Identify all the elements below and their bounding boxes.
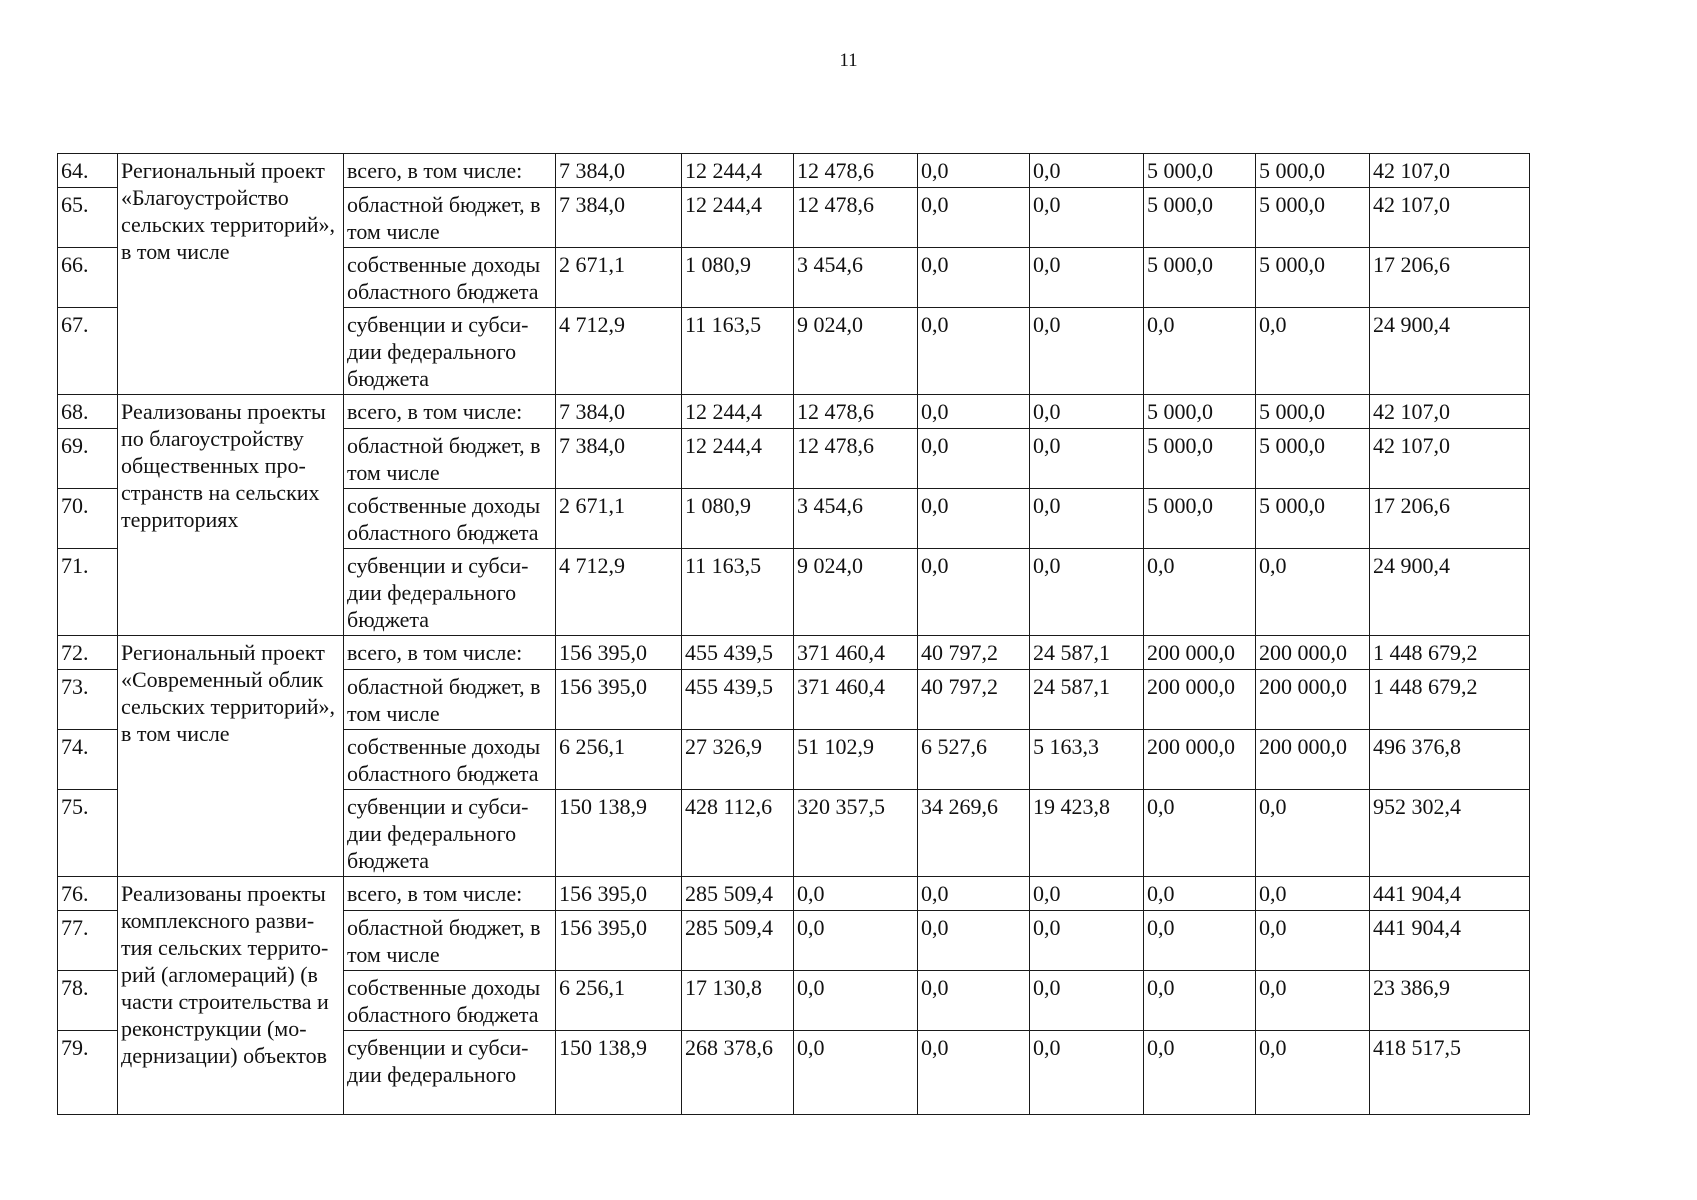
year-value-cell: 34 269,6 — [918, 790, 1030, 877]
year-value-cell: 3 454,6 — [794, 248, 918, 308]
total-value-cell: 24 900,4 — [1370, 549, 1530, 636]
year-value-cell: 200 000,0 — [1256, 636, 1370, 670]
year-value-cell: 12 478,6 — [794, 429, 918, 489]
year-value-cell: 12 244,4 — [682, 154, 794, 188]
year-value-cell: 200 000,0 — [1256, 670, 1370, 730]
year-value-cell: 5 000,0 — [1144, 395, 1256, 429]
funding-source-label: субвенции и субси-дии федерального бюджета — [344, 549, 556, 636]
year-value-cell: 0,0 — [794, 877, 918, 911]
row-number: 71. — [58, 549, 118, 636]
funding-source-label: субвенции и субси-дии федерального бюджета — [344, 790, 556, 877]
year-value-cell: 5 000,0 — [1144, 429, 1256, 489]
row-number: 76. — [58, 877, 118, 911]
funding-source-label: областной бюджет, в том числе — [344, 188, 556, 248]
year-value-cell: 11 163,5 — [682, 308, 794, 395]
year-value-cell: 0,0 — [918, 877, 1030, 911]
year-value-cell: 17 130,8 — [682, 971, 794, 1031]
row-number: 68. — [58, 395, 118, 429]
funding-source-label: всего, в том числе: — [344, 395, 556, 429]
year-value-cell: 200 000,0 — [1144, 730, 1256, 790]
year-value-cell: 455 439,5 — [682, 636, 794, 670]
budget-table — [57, 153, 1530, 1115]
year-value-cell: 0,0 — [1256, 1031, 1370, 1115]
year-value-cell: 0,0 — [1256, 877, 1370, 911]
year-value-cell: 11 163,5 — [682, 549, 794, 636]
year-value-cell: 0,0 — [918, 911, 1030, 971]
year-value-cell: 12 244,4 — [682, 429, 794, 489]
year-value-cell: 12 478,6 — [794, 395, 918, 429]
row-number: 65. — [58, 188, 118, 248]
row-number: 78. — [58, 971, 118, 1031]
total-value-cell: 17 206,6 — [1370, 248, 1530, 308]
year-value-cell: 0,0 — [1144, 308, 1256, 395]
year-value-cell: 0,0 — [918, 308, 1030, 395]
year-value-cell: 0,0 — [918, 154, 1030, 188]
year-value-cell: 200 000,0 — [1256, 730, 1370, 790]
year-value-cell: 156 395,0 — [556, 636, 682, 670]
year-value-cell: 7 384,0 — [556, 395, 682, 429]
row-number: 69. — [58, 429, 118, 489]
year-value-cell: 7 384,0 — [556, 429, 682, 489]
year-value-cell: 200 000,0 — [1144, 670, 1256, 730]
year-value-cell: 27 326,9 — [682, 730, 794, 790]
total-value-cell: 42 107,0 — [1370, 429, 1530, 489]
total-value-cell: 952 302,4 — [1370, 790, 1530, 877]
table-row — [58, 395, 1530, 429]
year-value-cell: 156 395,0 — [556, 911, 682, 971]
total-value-cell: 441 904,4 — [1370, 877, 1530, 911]
year-value-cell: 6 256,1 — [556, 971, 682, 1031]
year-value-cell: 0,0 — [918, 188, 1030, 248]
year-value-cell: 1 080,9 — [682, 248, 794, 308]
year-value-cell: 0,0 — [1256, 308, 1370, 395]
year-value-cell: 0,0 — [1030, 911, 1144, 971]
total-value-cell: 23 386,9 — [1370, 971, 1530, 1031]
year-value-cell: 268 378,6 — [682, 1031, 794, 1115]
year-value-cell: 371 460,4 — [794, 636, 918, 670]
row-number: 79. — [58, 1031, 118, 1115]
year-value-cell: 0,0 — [918, 489, 1030, 549]
year-value-cell: 40 797,2 — [918, 670, 1030, 730]
year-value-cell: 5 000,0 — [1256, 248, 1370, 308]
total-value-cell: 42 107,0 — [1370, 395, 1530, 429]
year-value-cell: 156 395,0 — [556, 877, 682, 911]
year-value-cell: 0,0 — [794, 971, 918, 1031]
funding-source-label: собственные доходы областного бюджета — [344, 730, 556, 790]
year-value-cell: 0,0 — [918, 395, 1030, 429]
table-row — [58, 154, 1530, 188]
year-value-cell: 1 080,9 — [682, 489, 794, 549]
year-value-cell: 0,0 — [1256, 911, 1370, 971]
row-number: 66. — [58, 248, 118, 308]
year-value-cell: 5 163,3 — [1030, 730, 1144, 790]
year-value-cell: 5 000,0 — [1144, 154, 1256, 188]
year-value-cell: 5 000,0 — [1144, 489, 1256, 549]
year-value-cell: 6 527,6 — [918, 730, 1030, 790]
year-value-cell: 0,0 — [794, 911, 918, 971]
row-number: 73. — [58, 670, 118, 730]
total-value-cell: 496 376,8 — [1370, 730, 1530, 790]
year-value-cell: 150 138,9 — [556, 790, 682, 877]
year-value-cell: 0,0 — [1256, 790, 1370, 877]
year-value-cell: 0,0 — [1144, 790, 1256, 877]
table-row — [58, 877, 1530, 911]
page-number: 11 — [839, 50, 858, 71]
year-value-cell: 9 024,0 — [794, 308, 918, 395]
year-value-cell: 12 244,4 — [682, 395, 794, 429]
block-title: Региональный проект «Современный облик сельских территорий», в том числе — [118, 636, 344, 877]
funding-source-label: всего, в том числе: — [344, 636, 556, 670]
year-value-cell: 320 357,5 — [794, 790, 918, 877]
year-value-cell: 51 102,9 — [794, 730, 918, 790]
year-value-cell: 0,0 — [1144, 1031, 1256, 1115]
total-value-cell: 1 448 679,2 — [1370, 636, 1530, 670]
total-value-cell: 418 517,5 — [1370, 1031, 1530, 1115]
year-value-cell: 285 509,4 — [682, 877, 794, 911]
year-value-cell: 5 000,0 — [1256, 395, 1370, 429]
year-value-cell: 19 423,8 — [1030, 790, 1144, 877]
year-value-cell: 4 712,9 — [556, 549, 682, 636]
funding-source-label: собственные доходы областного бюджета — [344, 248, 556, 308]
funding-source-label: субвенции и субси-дии федерального — [344, 1031, 556, 1115]
row-number: 77. — [58, 911, 118, 971]
year-value-cell: 7 384,0 — [556, 154, 682, 188]
year-value-cell: 12 478,6 — [794, 154, 918, 188]
year-value-cell: 156 395,0 — [556, 670, 682, 730]
year-value-cell: 2 671,1 — [556, 248, 682, 308]
table-row — [58, 636, 1530, 670]
year-value-cell: 200 000,0 — [1144, 636, 1256, 670]
year-value-cell: 5 000,0 — [1144, 188, 1256, 248]
year-value-cell: 0,0 — [1030, 971, 1144, 1031]
year-value-cell: 285 509,4 — [682, 911, 794, 971]
year-value-cell: 0,0 — [1030, 549, 1144, 636]
year-value-cell: 0,0 — [794, 1031, 918, 1115]
year-value-cell: 150 138,9 — [556, 1031, 682, 1115]
row-number: 67. — [58, 308, 118, 395]
funding-source-label: собственные доходы областного бюджета — [344, 971, 556, 1031]
year-value-cell: 0,0 — [918, 1031, 1030, 1115]
year-value-cell: 24 587,1 — [1030, 670, 1144, 730]
year-value-cell: 0,0 — [1144, 911, 1256, 971]
row-number: 72. — [58, 636, 118, 670]
year-value-cell: 0,0 — [1030, 154, 1144, 188]
year-value-cell: 0,0 — [918, 971, 1030, 1031]
year-value-cell: 2 671,1 — [556, 489, 682, 549]
year-value-cell: 0,0 — [918, 248, 1030, 308]
year-value-cell: 0,0 — [1030, 188, 1144, 248]
funding-source-label: всего, в том числе: — [344, 877, 556, 911]
year-value-cell: 0,0 — [918, 429, 1030, 489]
year-value-cell: 4 712,9 — [556, 308, 682, 395]
year-value-cell: 12 478,6 — [794, 188, 918, 248]
funding-source-label: областной бюджет, в том числе — [344, 670, 556, 730]
year-value-cell: 5 000,0 — [1256, 489, 1370, 549]
row-number: 70. — [58, 489, 118, 549]
funding-source-label: областной бюджет, в том числе — [344, 429, 556, 489]
year-value-cell: 0,0 — [1030, 489, 1144, 549]
year-value-cell: 0,0 — [1030, 308, 1144, 395]
year-value-cell: 0,0 — [1030, 1031, 1144, 1115]
year-value-cell: 9 024,0 — [794, 549, 918, 636]
year-value-cell: 0,0 — [1256, 549, 1370, 636]
year-value-cell: 5 000,0 — [1256, 429, 1370, 489]
year-value-cell: 0,0 — [1030, 395, 1144, 429]
funding-source-label: областной бюджет, в том числе — [344, 911, 556, 971]
year-value-cell: 5 000,0 — [1256, 154, 1370, 188]
year-value-cell: 7 384,0 — [556, 188, 682, 248]
year-value-cell: 0,0 — [1030, 877, 1144, 911]
funding-source-label: субвенции и субси-дии федерального бюджета — [344, 308, 556, 395]
total-value-cell: 42 107,0 — [1370, 154, 1530, 188]
year-value-cell: 0,0 — [918, 549, 1030, 636]
year-value-cell: 12 244,4 — [682, 188, 794, 248]
block-title: Реализованы проекты по благоустройству общественных про-странств на сельских территориях — [118, 395, 344, 636]
row-number: 64. — [58, 154, 118, 188]
year-value-cell: 455 439,5 — [682, 670, 794, 730]
year-value-cell: 5 000,0 — [1256, 188, 1370, 248]
year-value-cell: 0,0 — [1030, 248, 1144, 308]
total-value-cell: 441 904,4 — [1370, 911, 1530, 971]
funding-source-label: всего, в том числе: — [344, 154, 556, 188]
year-value-cell: 0,0 — [1256, 971, 1370, 1031]
year-value-cell: 0,0 — [1144, 971, 1256, 1031]
block-title: Региональный проект «Благоустройство сельских территорий», в том числе — [118, 154, 344, 395]
total-value-cell: 17 206,6 — [1370, 489, 1530, 549]
year-value-cell: 371 460,4 — [794, 670, 918, 730]
total-value-cell: 42 107,0 — [1370, 188, 1530, 248]
block-title: Реализованы проекты комплексного разви-тия сельских террито-рий (агломераций) (в части строительства и реконструкции (мо-дернизации) объектов — [118, 877, 344, 1115]
table-body — [58, 154, 1530, 1115]
funding-source-label: собственные доходы областного бюджета — [344, 489, 556, 549]
year-value-cell: 3 454,6 — [794, 489, 918, 549]
year-value-cell: 0,0 — [1144, 877, 1256, 911]
year-value-cell: 5 000,0 — [1144, 248, 1256, 308]
total-value-cell: 1 448 679,2 — [1370, 670, 1530, 730]
year-value-cell: 6 256,1 — [556, 730, 682, 790]
year-value-cell: 40 797,2 — [918, 636, 1030, 670]
year-value-cell: 0,0 — [1030, 429, 1144, 489]
year-value-cell: 24 587,1 — [1030, 636, 1144, 670]
row-number: 74. — [58, 730, 118, 790]
row-number: 75. — [58, 790, 118, 877]
year-value-cell: 0,0 — [1144, 549, 1256, 636]
total-value-cell: 24 900,4 — [1370, 308, 1530, 395]
year-value-cell: 428 112,6 — [682, 790, 794, 877]
